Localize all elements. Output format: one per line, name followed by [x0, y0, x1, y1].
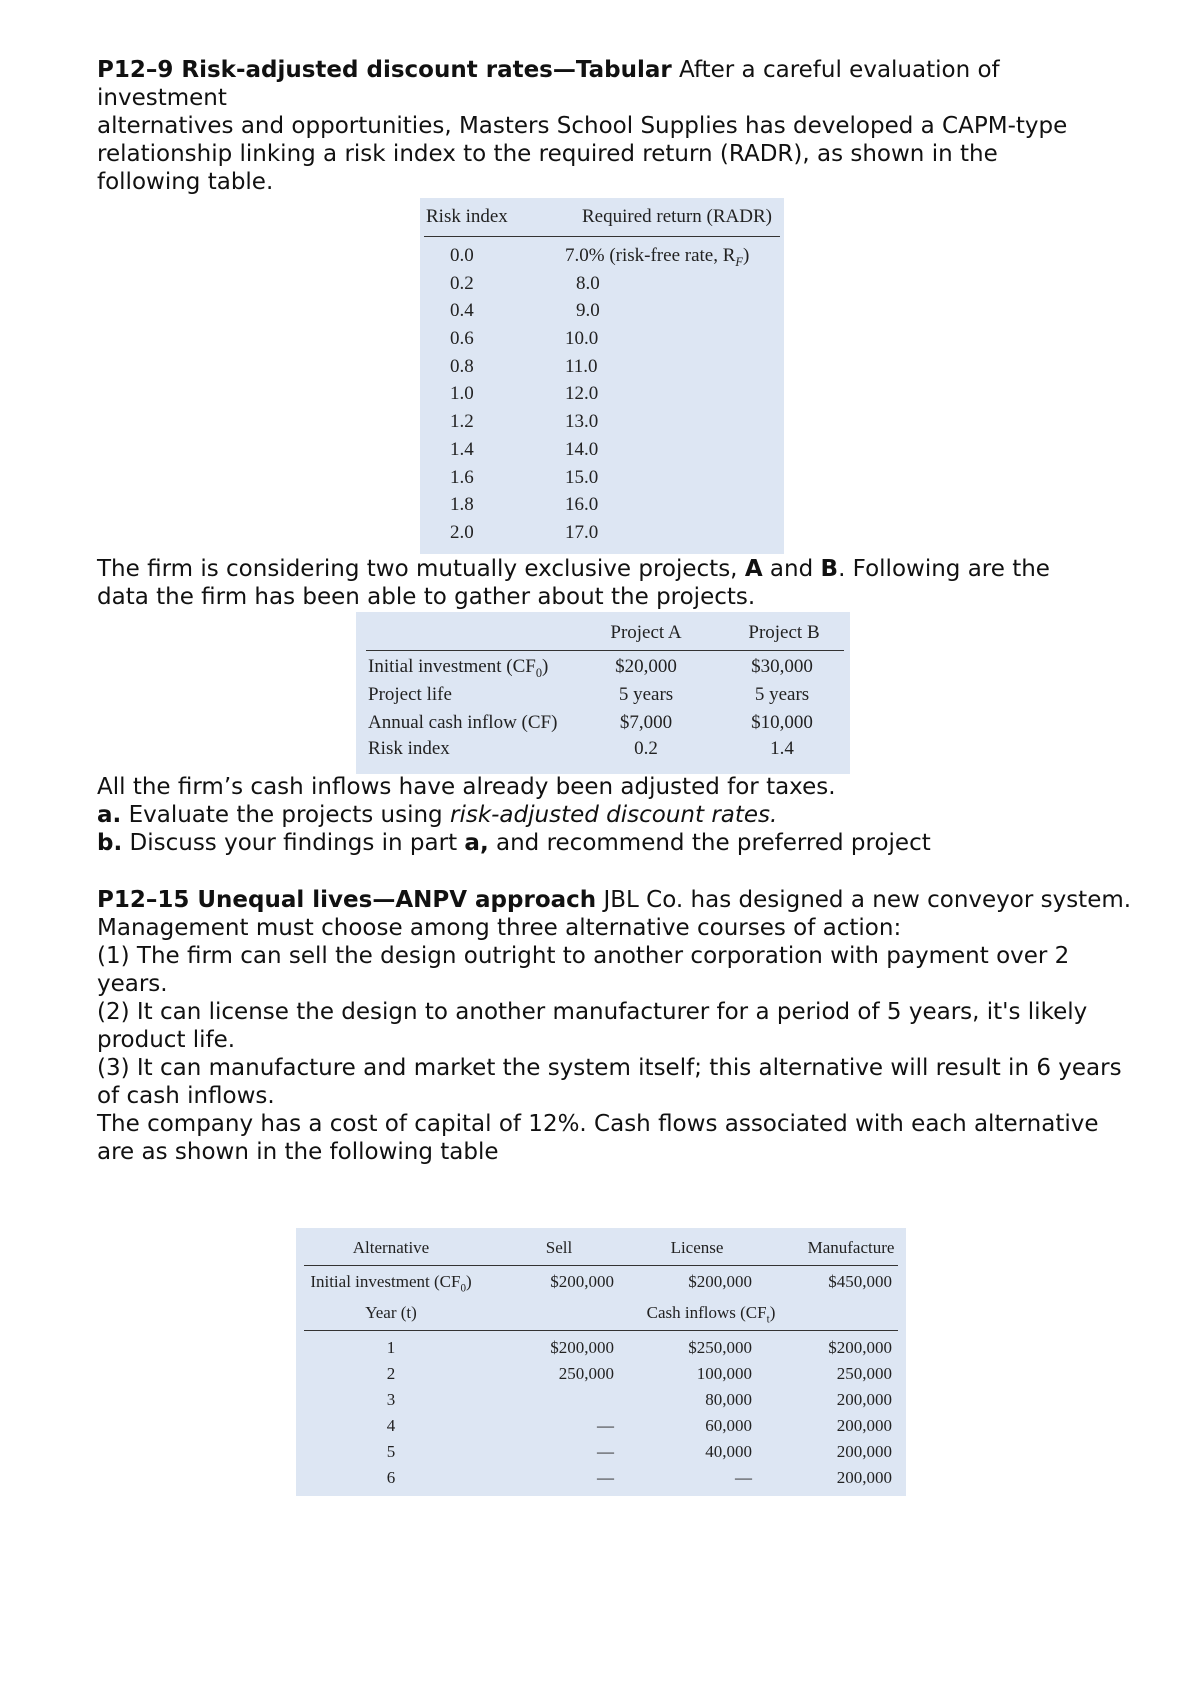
license-cell: 40,000 — [705, 1442, 752, 1461]
p12-9-questions: All the firm’s cash inflows have already been adjusted for taxes. a. Evaluate the projects using risk-adjusted discount rates. b. Discuss your findings in part a, and recommend the preferred project — [97, 774, 931, 856]
risk-index-cell: 1.2 — [450, 411, 474, 433]
sell-cell: — — [597, 1442, 614, 1461]
risk-index-cell: 0.4 — [450, 300, 474, 322]
risk-index-cell: 0.8 — [450, 355, 474, 377]
col-alternative: Alternative — [352, 1238, 430, 1257]
sell-cell: 250,000 — [558, 1364, 614, 1383]
table-row — [420, 243, 784, 271]
col-license: License — [670, 1238, 724, 1257]
table-row — [420, 520, 784, 548]
required-return-cell: 13.0 — [565, 411, 599, 433]
col-risk-index: Risk index — [426, 206, 508, 227]
header-rule — [304, 1265, 898, 1266]
project-b-cell: $10,000 — [751, 712, 813, 733]
table-row — [420, 409, 784, 437]
year-cell: 6 — [386, 1468, 396, 1487]
project-b-cell: $30,000 — [751, 656, 813, 677]
required-return-cell: 11.0 — [565, 355, 598, 377]
year-cell: 5 — [386, 1442, 396, 1461]
col-project-b: Project B — [748, 622, 820, 643]
required-return-cell: 8.0 — [576, 272, 600, 294]
required-return-cell: 14.0 — [565, 438, 599, 460]
p12-9-intro-text: alternatives and opportunities, Masters School Supplies has developed a CAPM-type relationship linking a risk index to the required return (RADR), as shown in the following table. — [97, 113, 1068, 195]
risk-index-cell: 1.6 — [450, 466, 474, 488]
license-cell: 100,000 — [696, 1364, 752, 1383]
cash-inflows-label: Cash inflows $(CF_t)$ — [646, 1303, 776, 1326]
manufacture-cell: $200,000 — [828, 1338, 892, 1357]
row-label: Initial investment $(CF_0)$ — [368, 656, 549, 680]
table-row — [420, 381, 784, 409]
license-cell: $250,000 — [688, 1338, 752, 1357]
table-row — [356, 738, 850, 766]
table-row — [420, 465, 784, 493]
required-return-cell: 7.0% (risk-free rate, $R_F$) — [565, 245, 750, 269]
project-a-cell: $7,000 — [619, 712, 673, 733]
initial-manufacture: $450,000 — [828, 1272, 892, 1291]
table-row — [420, 326, 784, 354]
col-sell: Sell — [545, 1238, 573, 1257]
year-cell: 2 — [386, 1364, 396, 1383]
table-row — [356, 712, 850, 740]
row-label: Risk index — [368, 738, 450, 759]
row-label: Annual cash inflow (CF) — [368, 712, 558, 733]
table-row — [420, 298, 784, 326]
table-row — [420, 492, 784, 520]
table-header — [366, 620, 844, 651]
project-a-cell: 0.2 — [634, 738, 658, 759]
license-cell: — — [735, 1468, 752, 1487]
p12-9-heading: P12–9 Risk-adjusted discount rates—Tabular — [97, 57, 672, 83]
risk-index-cell: 0.6 — [450, 328, 474, 350]
year-label: Year (t) — [365, 1303, 417, 1322]
sell-cell: — — [597, 1468, 614, 1487]
risk-index-cell: 1.0 — [450, 383, 474, 405]
manufacture-cell: 250,000 — [836, 1364, 892, 1383]
table-row — [356, 656, 850, 684]
p12-9-projects-text: The firm is considering two mutually exclusive projects, A and B. Following are the data the firm has been able to gather about the projects. — [97, 556, 1050, 610]
p12-9-intro: P12–9 Risk-adjusted discount rates—Tabular After a careful evaluation of investment alternatives and opportunities, Masters School Supplies has developed a CAPM-type relationship linking a risk index to the required return (RADR), as shown in the following table. — [97, 57, 1068, 195]
required-return-cell: 15.0 — [565, 466, 599, 488]
subheader-rule — [304, 1330, 898, 1331]
sell-cell: — — [597, 1416, 614, 1435]
required-return-cell: 16.0 — [565, 494, 599, 516]
p12-15-heading: P12–15 Unequal lives—ANPV approach — [97, 887, 597, 913]
license-cell: 60,000 — [705, 1416, 752, 1435]
col-required-return: Required return (RADR) — [582, 206, 772, 227]
initial-license: $200,000 — [688, 1272, 752, 1291]
initial-investment-label: Initial investment $(CF_0)$ — [310, 1272, 472, 1295]
required-return-cell: 9.0 — [576, 300, 600, 322]
year-cell: 3 — [386, 1390, 396, 1409]
year-cell: 1 — [386, 1338, 396, 1357]
col-project-a: Project A — [610, 622, 682, 643]
p12-15-text: P12–15 Unequal lives—ANPV approach JBL Co. has designed a new conveyor system. Management must choose among three alternative courses of action: (1) The firm can sell the design outright to another corporation with payment over 2 years. (2) It can license the design to another manufacturer for a period of 5 years, it's likely product life. (3) It can manufacture and market the system itself; this alternative will result in 6 years of cash inflows. The company has a cost of capital of 12%. Cash flows associated with each alternative are as shown in the following table — [97, 887, 1132, 1165]
project-a-cell: $20,000 — [615, 656, 677, 677]
risk-index-cell: 0.0 — [450, 245, 474, 266]
manufacture-cell: 200,000 — [836, 1390, 892, 1409]
project-a-cell: 5 years — [618, 684, 674, 705]
risk-index-cell: 0.2 — [450, 272, 474, 294]
col-manufacture: Manufacture — [807, 1238, 895, 1257]
risk-index-cell: 1.8 — [450, 494, 474, 516]
risk-index-cell: 2.0 — [450, 521, 474, 543]
alternatives-table — [296, 1228, 906, 1496]
manufacture-cell: 200,000 — [836, 1468, 892, 1487]
year-cell: 4 — [386, 1416, 396, 1435]
risk-index-table — [420, 198, 784, 554]
table-row — [420, 437, 784, 465]
risk-index-cell: 1.4 — [450, 438, 474, 460]
manufacture-cell: 200,000 — [836, 1442, 892, 1461]
initial-sell: $200,000 — [550, 1272, 614, 1291]
required-return-cell: 17.0 — [565, 521, 599, 543]
required-return-cell: 10.0 — [565, 328, 599, 350]
table-header — [424, 206, 780, 237]
license-cell: 80,000 — [705, 1390, 752, 1409]
project-b-cell: 5 years — [754, 684, 810, 705]
table-row — [420, 354, 784, 382]
required-return-cell: 12.0 — [565, 383, 599, 405]
table-body — [420, 243, 784, 548]
taxes-note: All the firm’s cash inflows have already been adjusted for taxes. — [97, 774, 836, 800]
project-b-cell: 1.4 — [770, 738, 794, 759]
table-row — [356, 684, 850, 712]
table-row — [420, 271, 784, 299]
projects-table — [356, 612, 850, 774]
sell-cell: $200,000 — [550, 1338, 614, 1357]
row-label: Project life — [368, 684, 452, 705]
manufacture-cell: 200,000 — [836, 1416, 892, 1435]
